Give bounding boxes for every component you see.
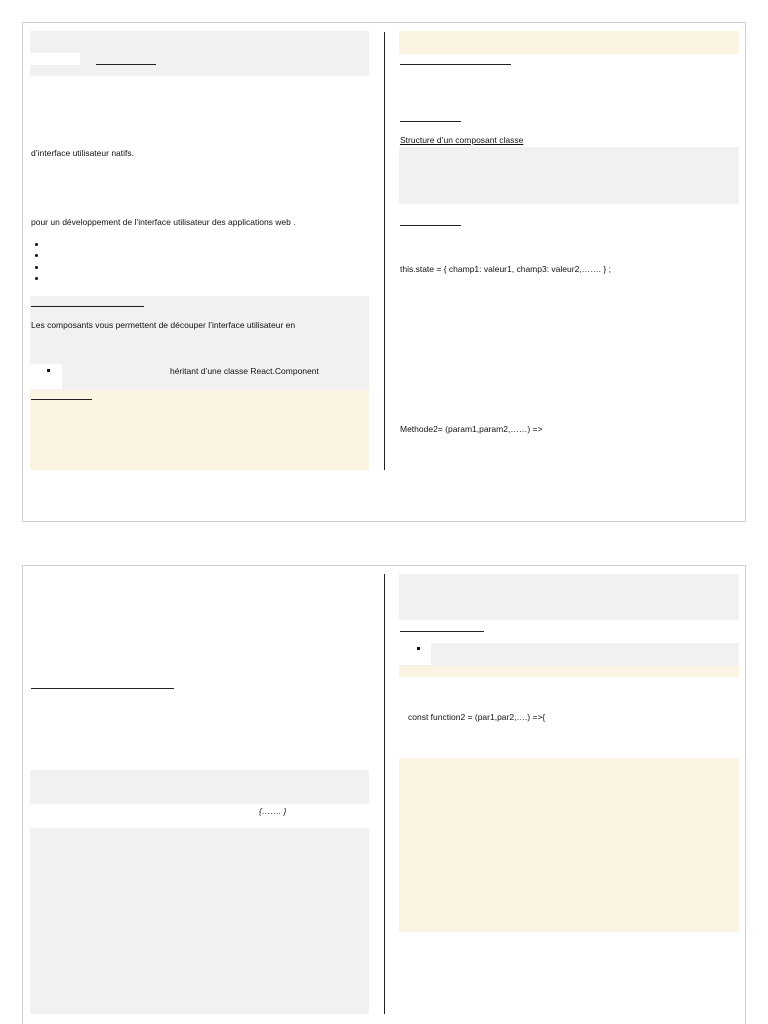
function-text: const function2 = (par1,par2,….) =>{ <box>408 712 546 722</box>
section-underline <box>400 64 511 65</box>
note-heading-underline <box>31 399 92 400</box>
header-block <box>399 31 739 54</box>
list-bullet <box>35 254 38 257</box>
components-text: Les composants vous permettent de découper l’interface utilisateur en <box>31 320 296 330</box>
note-block <box>399 758 739 932</box>
title-block <box>30 31 369 76</box>
state-text: this.state = { champ1: valeur1, champ3: valeur2,……. } ; <box>400 264 611 274</box>
state-heading-underline <box>400 225 461 226</box>
subsection-underline <box>400 121 461 122</box>
column-divider <box>384 32 385 470</box>
note-block <box>30 390 369 470</box>
braces-text: {……. } <box>259 806 287 816</box>
inherit-text: héritant d’une classe React.Component <box>170 366 319 376</box>
components-heading-underline <box>31 306 144 307</box>
list-item-box <box>30 364 62 389</box>
heading-underline <box>96 64 156 65</box>
code-block <box>399 147 739 204</box>
list-bullet <box>35 243 38 246</box>
code-block <box>30 770 369 804</box>
section-underline <box>400 631 484 632</box>
list-bullet <box>35 266 38 269</box>
list-block <box>399 643 739 666</box>
section-underline <box>31 688 174 689</box>
code-block-large <box>30 828 369 1014</box>
column-divider <box>384 574 385 1014</box>
title-block-gap <box>30 53 80 65</box>
list-square-bullet <box>417 647 420 650</box>
list-item-box <box>399 643 431 665</box>
header-block <box>399 574 739 620</box>
native-ui-text: d’interface utilisateur natifs. <box>31 148 134 158</box>
web-ui-text: pour un développement de l’interface utilisateur des applications web . <box>31 217 296 227</box>
list-bullet <box>35 277 38 280</box>
list-square-bullet <box>47 369 50 372</box>
cream-strip <box>399 666 739 677</box>
structure-heading: Structure d’un composant classe <box>400 135 524 145</box>
method-text: Methode2= (param1,param2,……) => <box>400 424 543 434</box>
